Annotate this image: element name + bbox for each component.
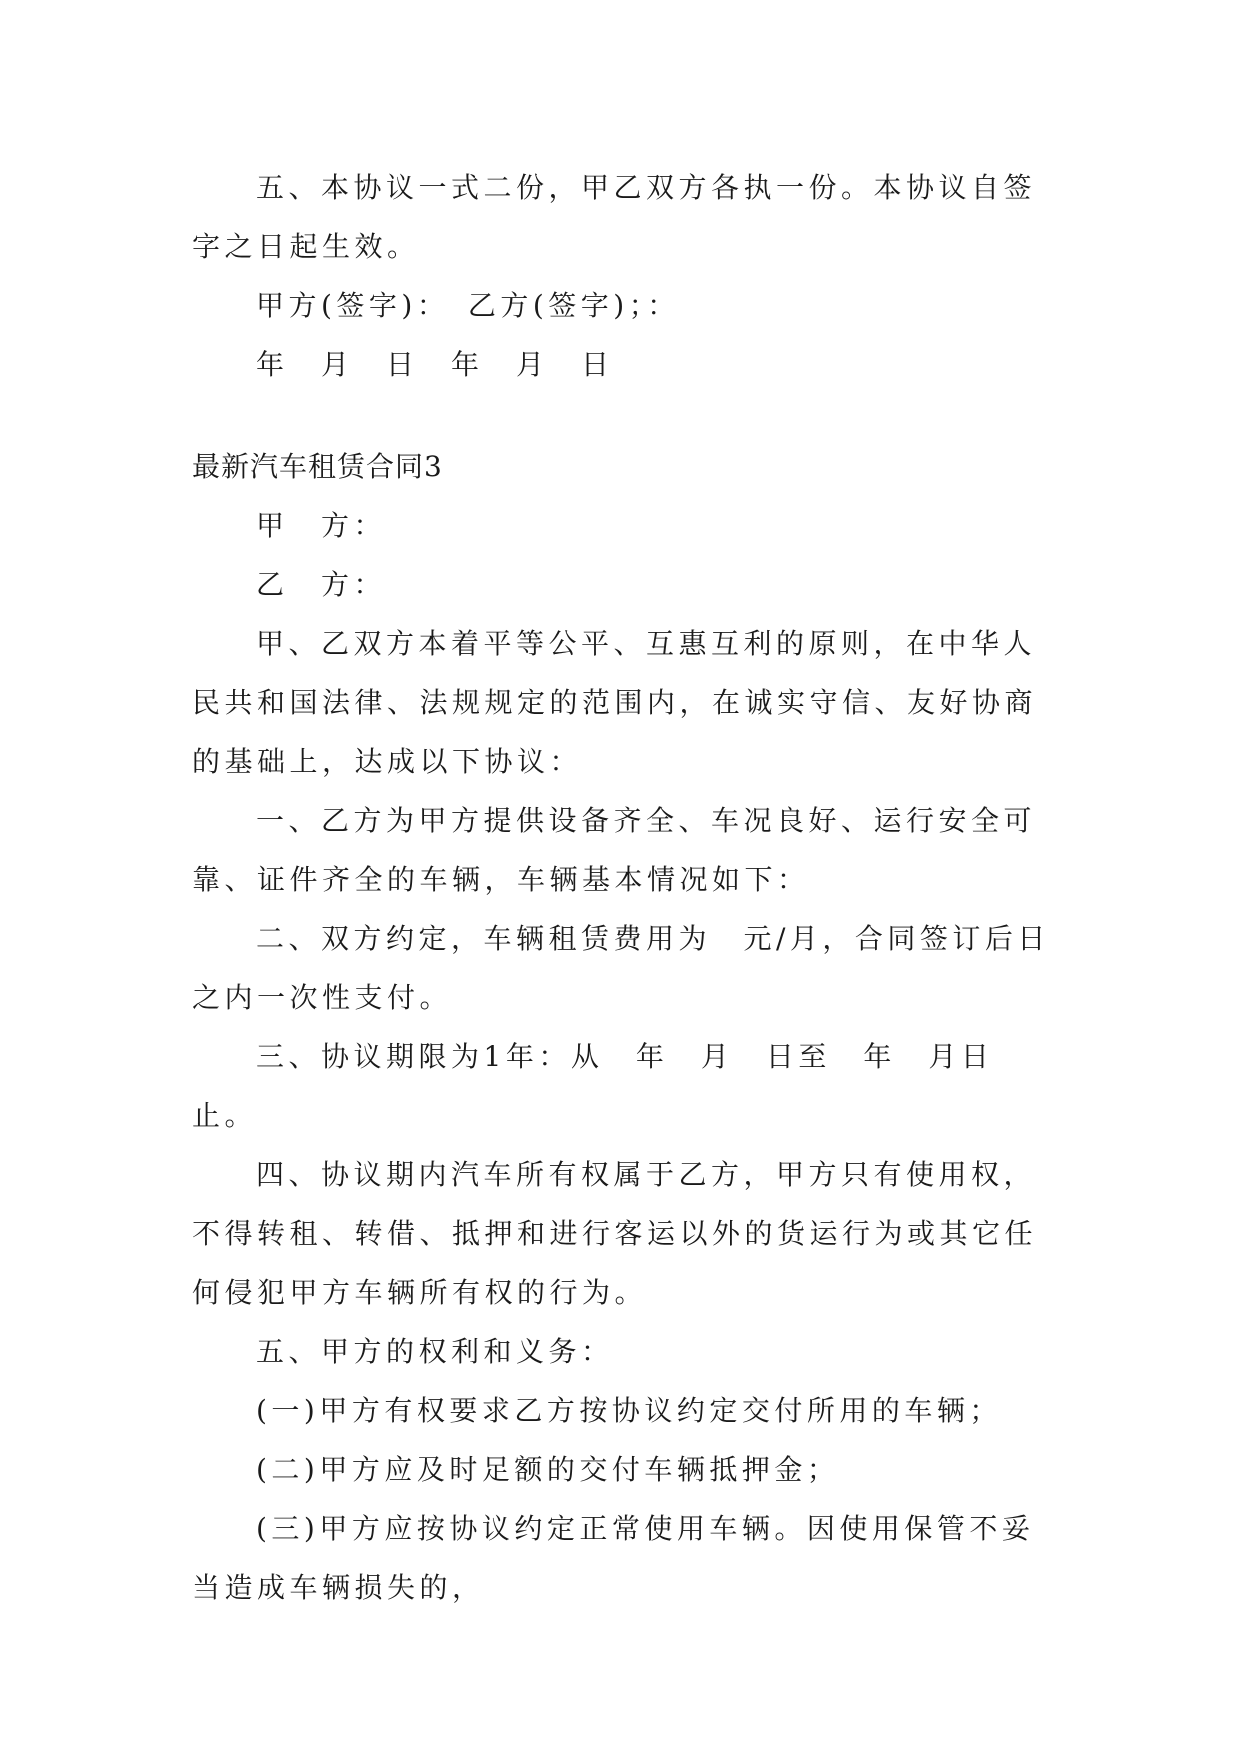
party-a-line: 甲 方： [256,509,387,542]
clause-5-validity: 五、本协议一式二份，甲乙双方各执一份。本协议自签字之日起生效。 [192,171,1037,263]
clause-5-heading: 五、甲方的权利和义务： [256,1335,614,1368]
clause-2: 二、双方约定，车辆租赁费用为 元/月，合同签订后日之内一次性支付。 [192,922,1050,1014]
document-body [192,158,1052,1617]
clause-5-item-3: (三)甲方应按协议约定正常使用车辆。因使用保管不妥当造成车辆损失的， [192,1512,1035,1604]
date-line: 年 月 日 年 月 日 [256,348,614,381]
clause-1: 一、乙方为甲方提供设备齐全、车况良好、运行安全可靠、证件齐全的车辆，车辆基本情况如下： [192,804,1037,896]
signature-line: 甲方(签字)： 乙方(签字)；： [256,289,680,322]
party-b-line: 乙 方： [256,568,387,601]
intro-paragraph: 甲、乙双方本着平等公平、互惠互利的原则，在中华人民共和国法律、法规规定的范围内，在诚实守信、友好协商的基础上，达成以下协议： [192,627,1038,778]
contract-title: 最新汽车租赁合同3 [192,450,443,483]
clause-4: 四、协议期内汽车所有权属于乙方，甲方只有使用权，不得转租、转借、抵押和进行客运以外的货运行为或其它任何侵犯甲方车辆所有权的行为。 [192,1158,1038,1309]
clause-5-item-2: (二)甲方应及时足额的交付车辆抵押金； [256,1453,840,1486]
clause-3: 三、协议期限为1年：从 年 月 日至 年 月日止。 [192,1040,994,1132]
clause-5-item-1: (一)甲方有权要求乙方按协议约定交付所用的车辆； [256,1394,1002,1427]
section-gap [192,394,1052,437]
